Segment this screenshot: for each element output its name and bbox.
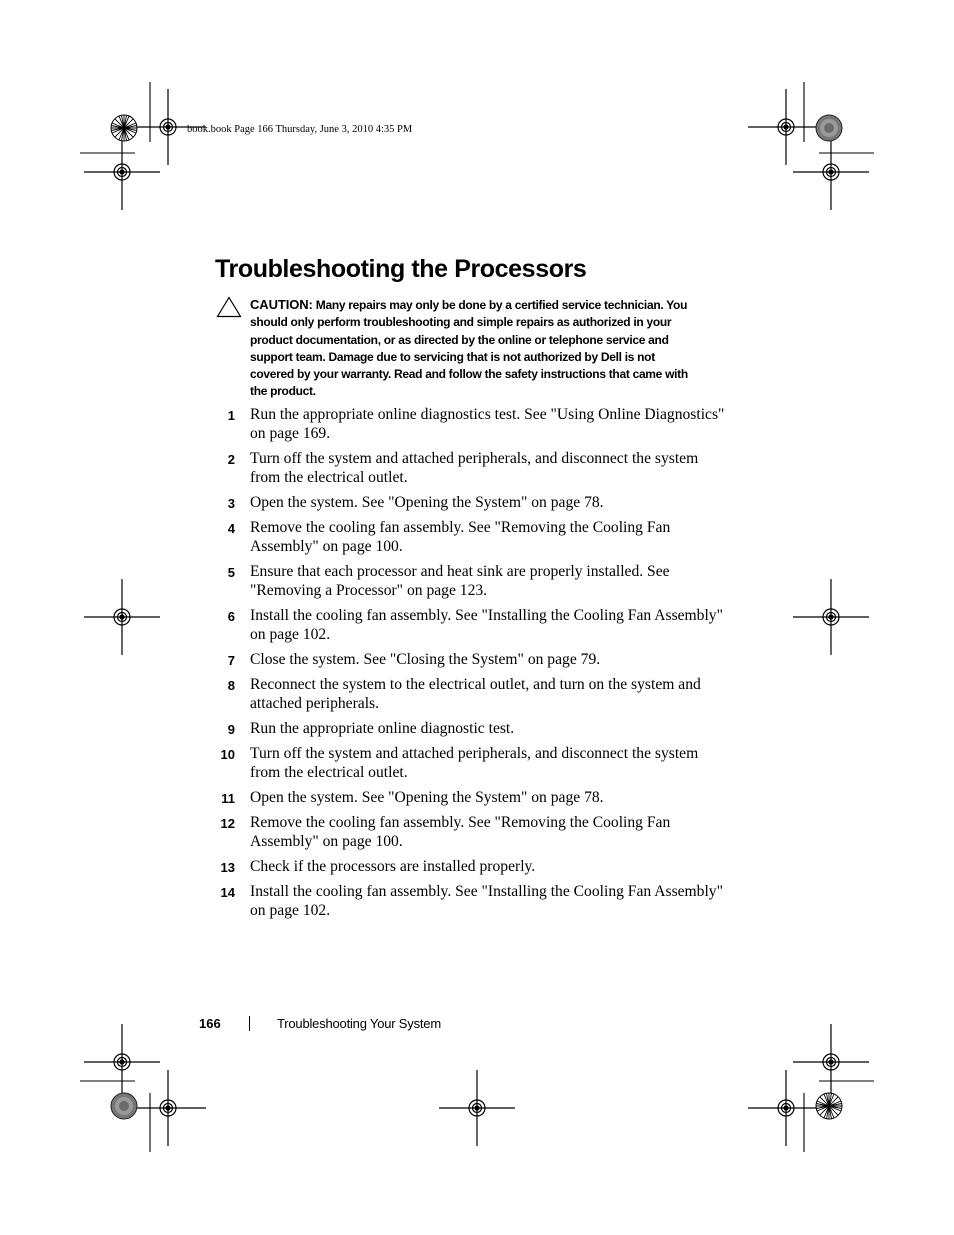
caution-triangle-icon bbox=[216, 296, 242, 318]
step-number: 4 bbox=[227, 521, 235, 536]
step-number: 9 bbox=[227, 722, 235, 737]
print-meta-line: book.book Page 166 Thursday, June 3, 2010 4:35 PM bbox=[187, 124, 413, 135]
procedure-step bbox=[200, 518, 730, 556]
step-number: 5 bbox=[227, 565, 235, 580]
step-text: Install the cooling fan assembly. See "Installing the Cooling Fan Assembly" on page 102. bbox=[250, 607, 723, 643]
step-text: Turn off the system and attached peripherals, and disconnect the system from the electrical outlet. bbox=[250, 745, 699, 781]
step-number: 7 bbox=[227, 653, 235, 668]
step-number: 10 bbox=[220, 747, 235, 762]
step-number: 8 bbox=[227, 678, 235, 693]
step-number: 13 bbox=[220, 860, 235, 875]
procedure-step bbox=[200, 405, 730, 443]
procedure-step bbox=[200, 562, 730, 600]
procedure-steps bbox=[200, 405, 730, 926]
step-text: Turn off the system and attached peripherals, and disconnect the system from the electrical outlet. bbox=[250, 450, 699, 486]
step-text: Install the cooling fan assembly. See "Installing the Cooling Fan Assembly" on page 102. bbox=[250, 883, 723, 919]
step-text: Remove the cooling fan assembly. See "Removing the Cooling Fan Assembly" on page 100. bbox=[250, 519, 671, 555]
procedure-step bbox=[200, 882, 730, 920]
step-text: Open the system. See "Opening the System" on page 78. bbox=[250, 494, 604, 511]
step-number: 2 bbox=[227, 452, 235, 467]
step-text: Run the appropriate online diagnostic test. bbox=[250, 720, 515, 737]
page-title: Troubleshooting the Processors bbox=[215, 255, 587, 283]
procedure-step bbox=[200, 857, 730, 876]
step-number: 11 bbox=[221, 791, 235, 806]
procedure-step bbox=[200, 719, 730, 738]
footer-divider bbox=[249, 1016, 250, 1031]
step-number: 1 bbox=[227, 408, 235, 423]
step-text: Open the system. See "Opening the System" on page 78. bbox=[250, 789, 604, 806]
step-text: Remove the cooling fan assembly. See "Removing the Cooling Fan Assembly" on page 100. bbox=[250, 814, 671, 850]
procedure-step bbox=[200, 493, 730, 512]
procedure-step bbox=[200, 744, 730, 782]
procedure-step bbox=[200, 675, 730, 713]
step-text: Run the appropriate online diagnostics test. See "Using Online Diagnostics" on page 169. bbox=[250, 406, 725, 442]
step-text: Reconnect the system to the electrical outlet, and turn on the system and attached peripherals. bbox=[250, 676, 701, 712]
procedure-step bbox=[200, 449, 730, 487]
caution-label: CAUTION: bbox=[250, 297, 313, 312]
step-number: 6 bbox=[227, 609, 235, 624]
step-text: Close the system. See "Closing the System" on page 79. bbox=[250, 651, 601, 668]
caution-notice bbox=[250, 296, 700, 401]
procedure-step bbox=[200, 788, 730, 807]
step-text: Ensure that each processor and heat sink are properly installed. See "Removing a Processor" on page 123. bbox=[250, 563, 670, 599]
procedure-step bbox=[200, 606, 730, 644]
caution-text: Many repairs may only be done by a certified service technician. You should only perform troubleshooting and simple repairs as authorized in your product documentation, or as directed by the online or telephone service and support team. Damage due to servicing that is not authorized by Dell is not covered by your warranty. Read and follow the safety instructions that came with the product. bbox=[250, 298, 688, 399]
step-number: 12 bbox=[220, 816, 235, 831]
footer-page-number: 166 bbox=[199, 1016, 221, 1031]
step-text: Check if the processors are installed properly. bbox=[250, 858, 536, 875]
procedure-step bbox=[200, 813, 730, 851]
footer-section-title: Troubleshooting Your System bbox=[277, 1016, 441, 1031]
step-number: 14 bbox=[220, 885, 235, 900]
step-number: 3 bbox=[227, 496, 235, 511]
procedure-step bbox=[200, 650, 730, 669]
